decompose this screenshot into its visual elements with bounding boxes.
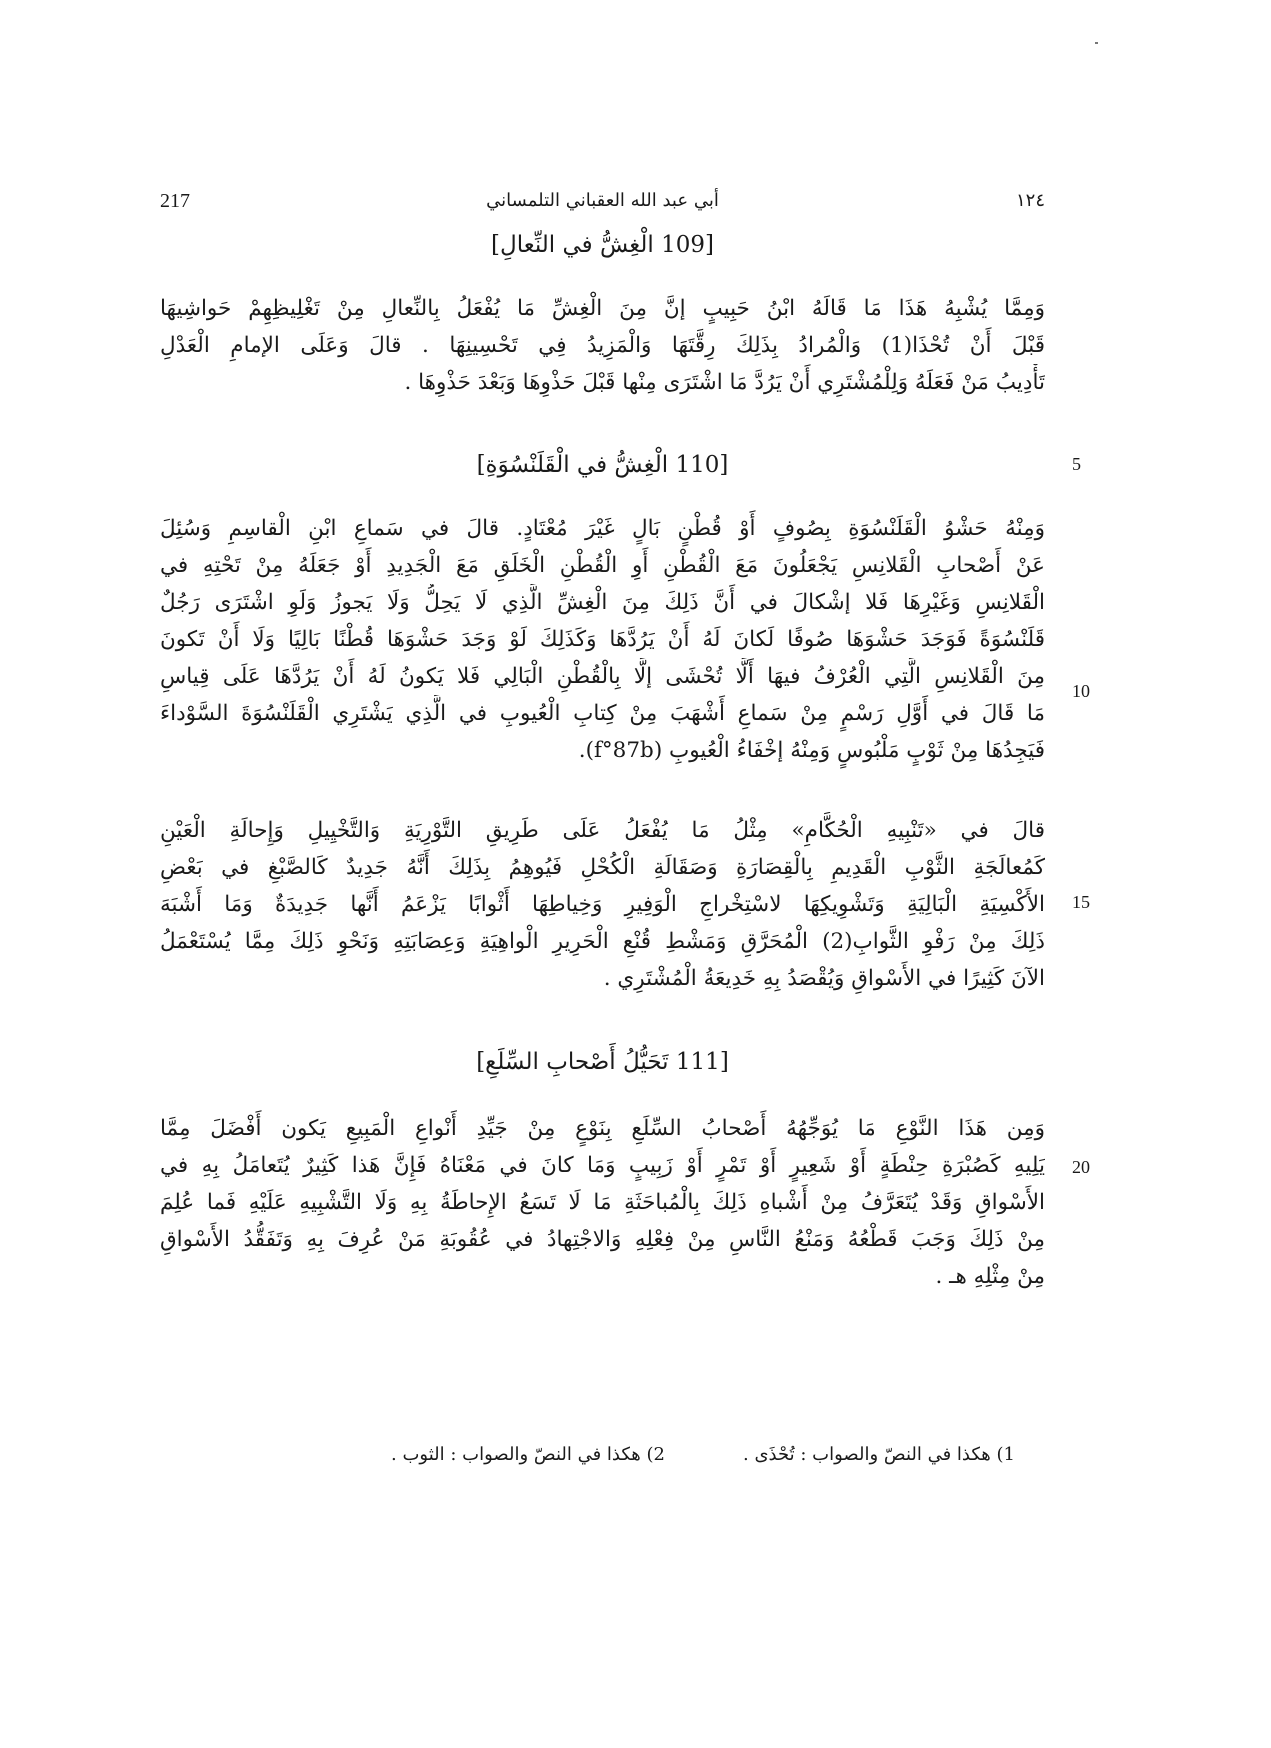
- text-line: كَمُعالَجَةِ الثَّوْبِ الْقَدِيمِ بِالْقِصَارَةِ وَصَقَالَةِ الْكُحْلِ فَيُوهِمُ بِذَلِكَ أَنَّهُ جَدِيدٌ كَالصَّبْغِ في بَعْضِ: [160, 855, 1045, 880]
- text-line: وَمِن هَذَا النَّوْعِ مَا يُوَجِّهُهُ أَصْحابُ السِّلَعِ بِنَوْعٍ مِنْ جَيِّدِ أَنْواعِ الْمَبِيعِ يَكون أَفْضَلَ مِمَّا: [160, 1116, 1045, 1141]
- text-line: وَمِنْهُ حَشْوُ الْقَلَنْسُوَةِ بِصُوفٍ أَوْ قُطْنٍ بَالٍ غَيْرَ مُعْتَادٍ. قالَ في سَماعِ ابْنِ الْقاسِمِ وَسُئِلَ: [160, 516, 1045, 541]
- paragraph: [160, 1110, 1045, 1295]
- text-line: مِنَ الْقَلانِسِ الَّتِي الْعُرْفُ فيهَا أَلَّا تُحْشَى إلَّا بِالْقُطْنِ الْبَالِي فَلا يَكونُ لَهُ أَنْ يَرُدَّهَا عَلَى قِياسِ: [160, 664, 1045, 689]
- text-line: مِنْ ذَلِكَ وَجَبَ قَطْعُهُ وَمَنْعُ النَّاسِ مِنْ فِعْلِهِ وَالاجْتِهادُ في عُقُوبَةِ مَنْ عُرِفَ بِهِ وَتَفَقُّدُ الأَسْواقِ: [160, 1227, 1045, 1252]
- line-number: 15: [1072, 892, 1090, 912]
- section-heading-111: [111 تَحَيُّلُ أَصْحابِ السِّلَعِ]: [476, 1049, 729, 1075]
- text-line: تَأْدِيبُ مَنْ فَعَلَهُ وَلِلْمُشْتَرِي أَنْ يَرُدَّ مَا اشْتَرَى مِنْها قَبْلَ حَذْوِهَا وَبَعْدَ حَذْوِهَا .: [404, 370, 1045, 395]
- text-line: الْقَلانِسِ وَغَيْرِهَا فَلا إشْكالَ في أَنَّ ذَلِكَ مِنَ الْغِشِّ الَّذِي لَا يَحِلُّ وَلَا يَجوزُ وَلَوِ اشْتَرَى رَجُلٌ: [160, 590, 1045, 615]
- running-title: أبي عبد الله العقباني التلمساني: [486, 190, 719, 211]
- section-heading-109: [109 الْغِشُّ في النِّعالِ]: [491, 232, 714, 258]
- text-line: قَبْلَ أَنْ تُحْذَا(1) وَالْمُرادُ بِذَلِكَ رِقَّتَهَا وَالْمَزِيدُ فِي تَحْسِينِهَا . قالَ وَعَلَى الإمامِ الْعَدْلِ: [160, 333, 1045, 358]
- text-line: الأَسْواقِ وَقَدْ يُتَعَرَّفُ مِنْ أَشْباهِ ذَلِكَ بِالْمُباحَثَةِ مَا لَا تَسَعُ الإِحاطَةُ بِهِ وَلَا التَّشْبِيهِ عَلَيْهِ فَما عُلِمَ: [160, 1190, 1045, 1215]
- paragraph: [160, 812, 1045, 997]
- page-number-arabic: ١٢٤: [1015, 190, 1045, 211]
- paragraph: [160, 290, 1045, 401]
- footnote-1: 1) هكذا في النصّ والصواب : تُحْذَى .: [743, 1444, 1015, 1465]
- paragraph: [160, 510, 1045, 769]
- line-number: 5: [1072, 454, 1081, 474]
- text-line: وَمِمَّا يُشْبِهُ هَذَا مَا قَالَهُ ابْنُ حَبِيبٍ إنَّ مِنَ الْغِشِّ مَا يُفْعَلُ بِالنِّعالِ مِنْ تَغْلِيظِهِمْ حَواشِيهَا: [160, 296, 1045, 321]
- line-number: 20: [1072, 1157, 1090, 1177]
- text-line: الآنَ كَثِيرًا في الأَسْواقِ وَيُقْصَدُ بِهِ خَدِيعَةُ الْمُشْتَرِي .: [603, 966, 1045, 991]
- text-line: الأَكْسِيَةِ الْبَالِيَةِ وَتَشْوِيكِهَا لاسْتِخْراجِ الْوَفِيرِ وَخِياطِهَا أَثْوابًا يَزْعَمُ أَنَّها جَدِيدَةٌ وَمَا أَشْبَهَ: [160, 892, 1045, 917]
- text-line: ذَلِكَ مِنْ رَفْوِ الثَّوابِ(2) الْمُحَرَّقِ وَمَشْطِ قُنْعِ الْحَرِيرِ الْواهِيَةِ وَعِصَابَتِهِ وَنَحْوِ ذَلِكَ مِمَّا يُسْتَعْمَلُ: [160, 929, 1045, 954]
- text-line: مِنْ مِثْلِهِ هـ .: [935, 1264, 1045, 1289]
- section-heading-110: [110 الْغِشُّ في الْقَلَنْسُوَةِ]: [476, 452, 729, 478]
- text-line: قَلَنْسُوَةً فَوَجَدَ حَشْوَهَا صُوفًا لَكانَ لَهُ أَنْ يَرُدَّهَا وَكَذَلِكَ لَوْ وَجَدَ حَشْوَهَا قُطْنًا بَالِيًا وَلَا أَنْ تَكونَ: [160, 627, 1045, 652]
- text-line: عَنْ أَصْحابِ الْقَلانِسِ يَجْعَلُونَ مَعَ الْقُطْنِ أَوِ الْقُطْنِ الْخَلَقِ مَعَ الْجَدِيدِ أَوْ جَعَلَهُ مِنْ تَحْتِهِ في: [160, 553, 1045, 578]
- footnote-2: 2) هكذا في النصّ والصواب : الثوب .: [391, 1444, 665, 1465]
- page-number: 217: [160, 190, 190, 212]
- footnotes: [160, 1440, 1045, 1470]
- line-number: 10: [1072, 681, 1090, 701]
- page-header: [160, 190, 1045, 224]
- text-line: قالَ في «تَنْبِيهِ الْحُكَّامِ» مِثْلُ مَا يُفْعَلُ عَلَى طَرِيقِ التَّوْرِيَةِ وَالتَّخْيِيلِ وَإِحالَةِ الْعَيْنِ: [160, 818, 1045, 843]
- scan-speck: [1095, 42, 1098, 44]
- text-line: مَا قَالَ في أَوَّلِ رَسْمٍ مِنْ سَماعِ أَشْهَبَ مِنْ كِتابِ الْعُيوبِ في الَّذِي يَشْتَرِي الْقَلَنْسُوَةَ السَّوْداءَ: [160, 701, 1045, 726]
- text-line: يَلِيهِ كَصُبْرَةِ حِنْطَةٍ أَوْ شَعِيرٍ أَوْ تَمْرٍ أَوْ زَبِيبٍ وَمَا كانَ في مَعْنَاهُ فَإِنَّ هَذا كَثِيرٌ يُتَعامَلُ بِهِ في: [160, 1153, 1045, 1178]
- text-line: فَيَجِدُهَا مِنْ ثَوْبٍ مَلْبُوسٍ وَمِنْهُ إخْفَاءُ الْعُيوبِ (f°87b).: [578, 738, 1045, 763]
